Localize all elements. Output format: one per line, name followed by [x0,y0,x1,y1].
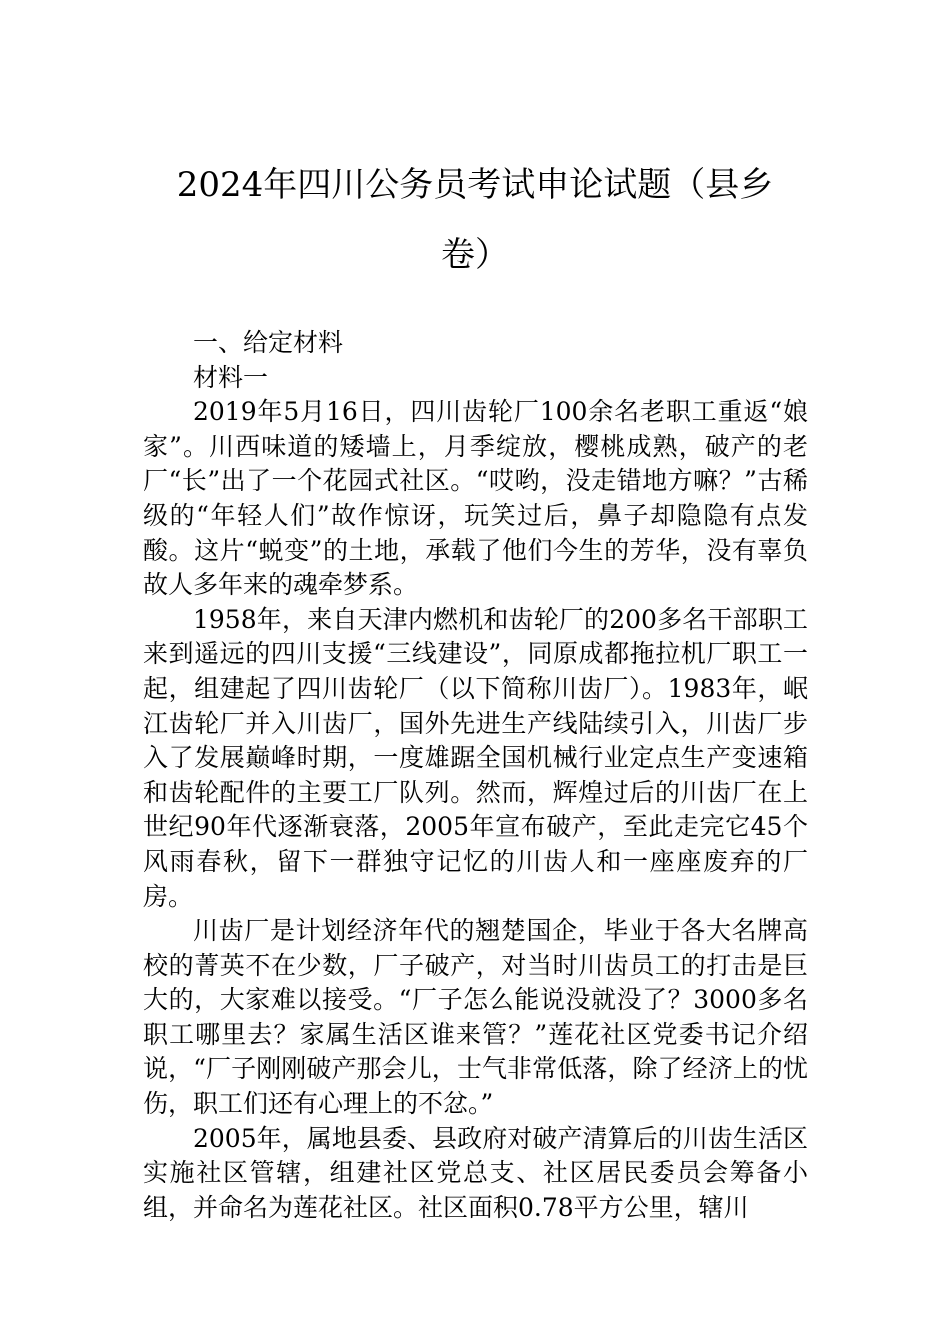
document-body [143,326,808,1225]
paragraph: 2019年5月16日，四川齿轮厂100余名老职工重返“娘家”。川西味道的矮墙上，月季绽放，樱桃成熟，破产的老厂“长”出了一个花园式社区。“哎哟，没走错地方嘛？”古稀级的“年轻人们”故作惊讶，玩笑过后，鼻子却隐隐有点发酸。这片“蜕变”的土地，承载了他们今生的芳华，没有辜负故人多年来的魂牵梦系。 [143,397,808,600]
title-line-1: 2024年四川公务员考试申论试题（县乡 [176,165,774,205]
section-heading: 一、给定材料 [193,328,344,357]
document-title [140,150,810,290]
title-line-2: 卷） [441,235,509,275]
material-heading: 材料一 [193,362,269,392]
paragraph: 2005年，属地县委、县政府对破产清算后的川齿生活区实施社区管辖，组建社区党总支、社区居民委员会筹备小组，并命名为莲花社区。社区面积0.78平方公里，辖川 [143,1123,808,1222]
paragraph: 1958年，来自天津内燃机和齿轮厂的200多名干部职工来到遥远的四川支援“三线建设”，同原成都拖拉机厂职工一起，组建起了四川齿轮厂（以下简称川齿厂）。1983年，岷江齿轮厂并入川齿厂，国外先进生产线陆续引入，川齿厂步入了发展巅峰时期，一度雄踞全国机械行业定点生产变速箱和齿轮配件的主要工厂队列。然而，辉煌过后的川齿厂在上世纪90年代逐渐衰落，2005年宣布破产，至此走完它45个风雨春秋，留下一群独守记忆的川齿人和一座座废弃的厂房。 [143,604,808,911]
paragraph: 川齿厂是计划经济年代的翘楚国企，毕业于各大名牌高校的菁英不在少数，厂子破产，对当时川齿员工的打击是巨大的，大家难以接受。“厂子怎么能说没就没了？3000多名职工哪里去？家属生活区谁来管？”莲花社区党委书记介绍说，“厂子刚刚破产那会儿，士气非常低落，除了经济上的忧伤，职工们还有心理上的不忿。” [143,916,808,1119]
